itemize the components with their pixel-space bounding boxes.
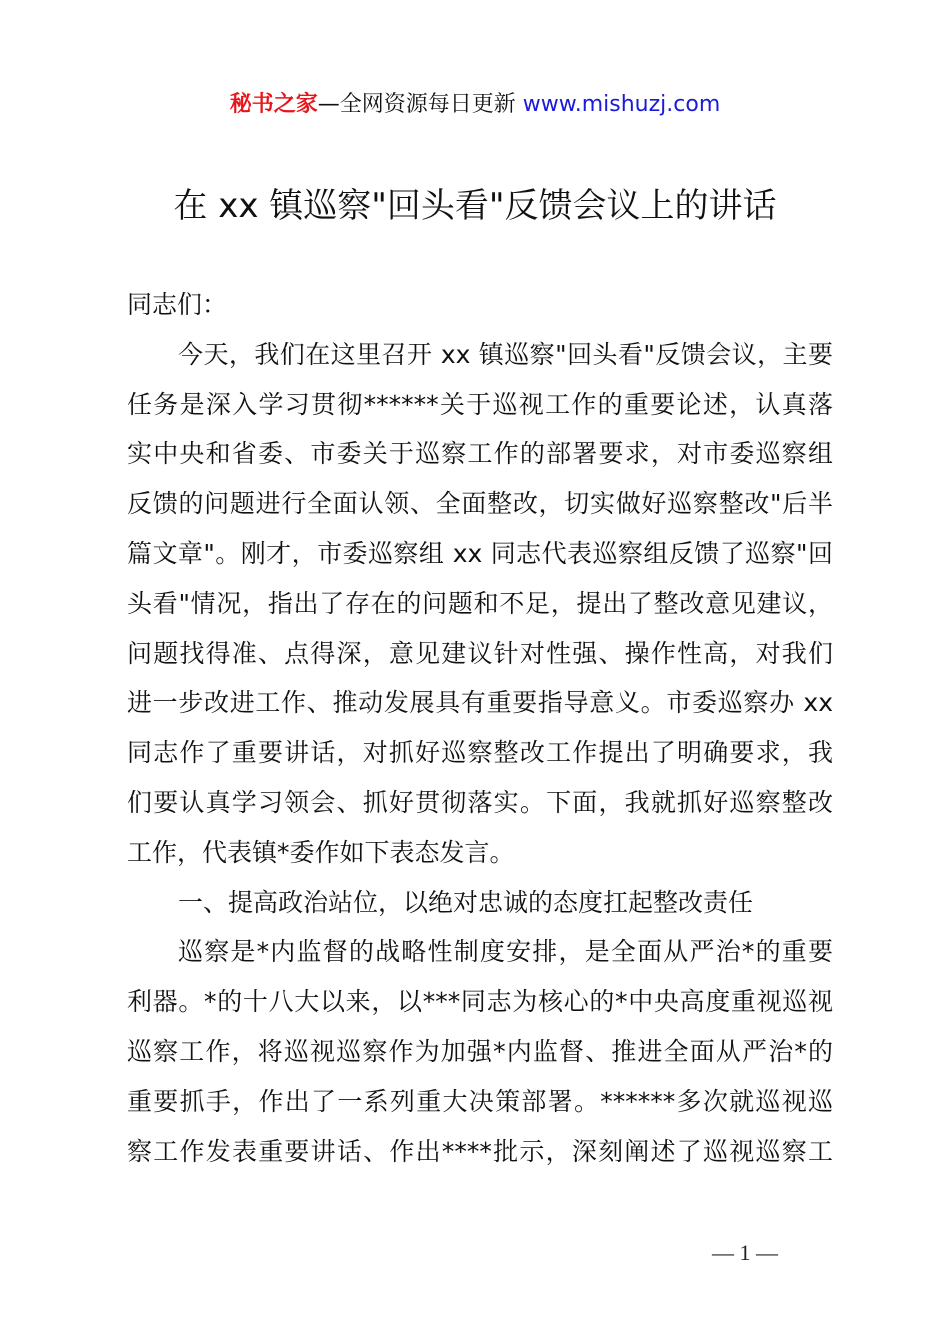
text-line: 任务是深入学习贯彻******关于巡视工作的重要论述，认真落 <box>127 389 833 419</box>
text-line: 重要抓手，作出了一系列重大决策部署。******多次就巡视巡 <box>127 1086 833 1116</box>
text-line: 篇文章"。刚才，市委巡察组 xx 同志代表巡察组反馈了巡察"回 <box>127 538 833 568</box>
text-line: 巡察是*内监督的战略性制度安排，是全面从严治*的重要 <box>178 937 833 967</box>
document-body <box>127 280 833 1176</box>
text-line: 问题找得准、点得深，意见建议针对性强、操作性高，对我们 <box>127 638 833 668</box>
site-url-link[interactable]: www.mishuzj.com <box>522 92 721 117</box>
text-line: 巡察工作，将巡视巡察作为加强*内监督、推进全面从严治*的 <box>127 1036 833 1066</box>
section-heading: 一、提高政治站位，以绝对忠诚的态度扛起整改责任 <box>178 887 754 917</box>
text-line: 察工作发表重要讲话、作出****批示，深刻阐述了巡视巡察工 <box>127 1136 833 1166</box>
text-line: 今天，我们在这里召开 xx 镇巡察"回头看"反馈会议，主要 <box>178 339 833 369</box>
text-line: 反馈的问题进行全面认领、全面整改，切实做好巡察整改"后半 <box>127 489 833 519</box>
page-number: — 1 — <box>712 1240 778 1265</box>
text-line: 实中央和省委、市委关于巡察工作的部署要求，对市委巡察组 <box>127 439 833 469</box>
text-line: 同志作了重要讲话，对抓好巡察整改工作提出了明确要求，我 <box>127 738 833 768</box>
site-banner <box>0 88 950 122</box>
text-line: 头看"情况，指出了存在的问题和不足，提出了整改意见建议， <box>127 588 833 618</box>
text-line: 进一步改进工作、推动发展具有重要指导意义。市委巡察办 xx <box>127 688 833 718</box>
brand-name: 秘书之家 <box>229 92 318 117</box>
salutation: 同志们： <box>127 290 228 319</box>
text-line: 工作，代表镇*委作如下表态发言。 <box>127 837 515 867</box>
text-line: 利器。*的十八大以来，以***同志为核心的*中央高度重视巡视 <box>127 987 833 1017</box>
document-title: 在 xx 镇巡察"回头看"反馈会议上的讲话 <box>173 186 777 226</box>
banner-tagline: —全网资源每日更新 <box>317 92 516 117</box>
text-line: 们要认真学习领会、抓好贯彻落实。下面，我就抓好巡察整改 <box>127 787 833 817</box>
